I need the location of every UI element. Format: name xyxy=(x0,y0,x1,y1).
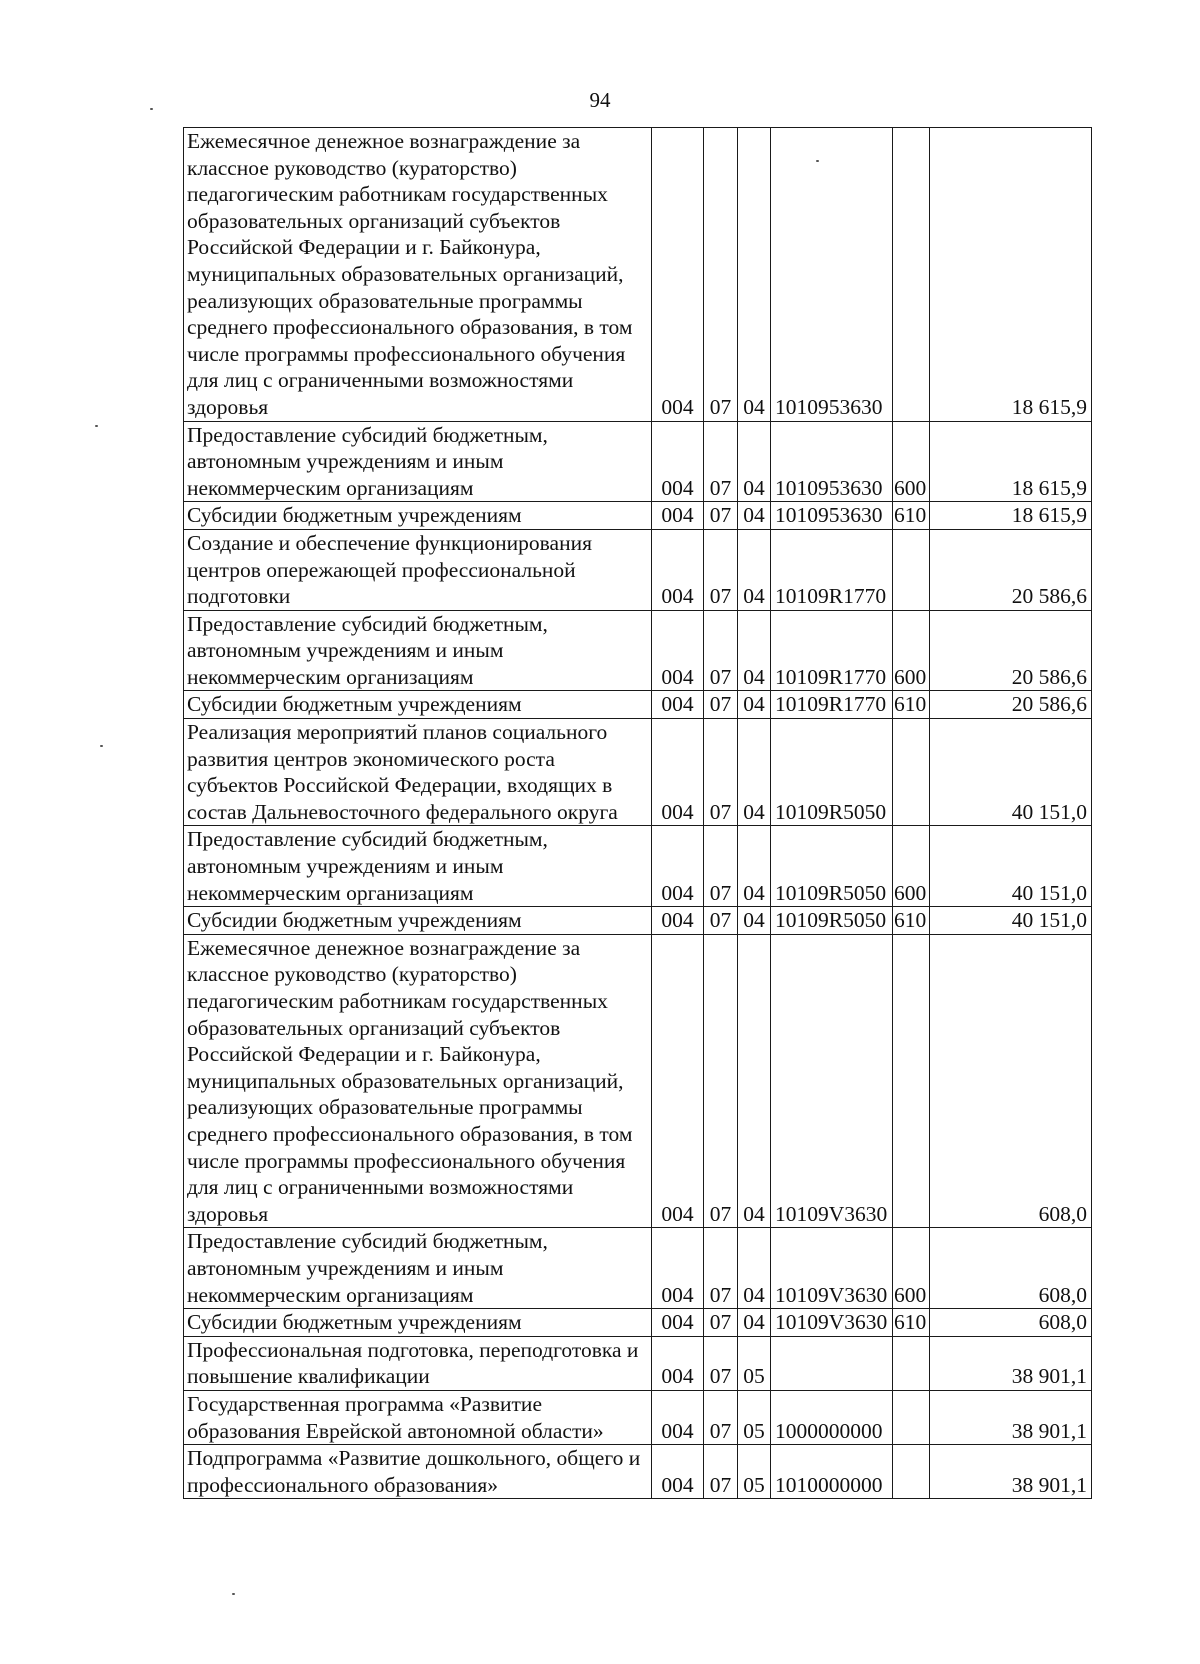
scan-speck xyxy=(816,160,819,162)
item-name: Профессиональная подготовка, переподготовка и повышение квалификации xyxy=(184,1336,652,1390)
cell-target-article: 10109R1770 xyxy=(771,529,893,610)
cell-section: 07 xyxy=(704,1445,738,1499)
cell-expense-type: 610 xyxy=(893,691,930,719)
cell-grbs: 004 xyxy=(652,1445,704,1499)
cell-target-article: 10109V3630 xyxy=(771,934,893,1228)
cell-section: 07 xyxy=(704,502,738,530)
cell-grbs: 004 xyxy=(652,1309,704,1337)
cell-amount: 608,0 xyxy=(930,934,1092,1228)
cell-subsection: 04 xyxy=(738,934,771,1228)
cell-target-article: 1010953630 xyxy=(771,421,893,502)
cell-amount: 38 901,1 xyxy=(930,1445,1092,1499)
table-row xyxy=(184,502,1092,530)
item-name: Субсидии бюджетным учреждениям xyxy=(184,502,652,530)
cell-subsection: 05 xyxy=(738,1336,771,1390)
table-row xyxy=(184,934,1092,1228)
cell-subsection: 04 xyxy=(738,502,771,530)
cell-section: 07 xyxy=(704,691,738,719)
cell-target-article: 10109R1770 xyxy=(771,610,893,691)
table-row xyxy=(184,1336,1092,1390)
scan-speck xyxy=(150,108,153,110)
cell-target-article: 10109R1770 xyxy=(771,691,893,719)
cell-grbs: 004 xyxy=(652,719,704,826)
cell-amount: 20 586,6 xyxy=(930,610,1092,691)
cell-target-article: 1000000000 xyxy=(771,1390,893,1444)
cell-target-article: 10109R5050 xyxy=(771,719,893,826)
cell-target-article: 1010953630 xyxy=(771,502,893,530)
cell-subsection: 05 xyxy=(738,1445,771,1499)
cell-expense-type: 610 xyxy=(893,502,930,530)
cell-target-article: 10109R5050 xyxy=(771,907,893,935)
cell-grbs: 004 xyxy=(652,1228,704,1309)
item-name: Субсидии бюджетным учреждениям xyxy=(184,691,652,719)
cell-grbs: 004 xyxy=(652,421,704,502)
cell-expense-type xyxy=(893,934,930,1228)
item-name: Ежемесячное денежное вознаграждение за классное руководство (кураторство) педагогическим работникам государственных образовательных организаций субъектов Российской Федерации и г. Байконура, муниципальных образовательных организаций, реализующих образовательные программы среднего профессионального образования, в том числе программы профессионального обучения для лиц с ограниченными возможностями здоровья xyxy=(184,128,652,422)
item-name: Ежемесячное денежное вознаграждение за классное руководство (кураторство) педагогическим работникам государственных образовательных организаций субъектов Российской Федерации и г. Байконура, муниципальных образовательных организаций, реализующих образовательные программы среднего профессионального образования, в том числе программы профессионального обучения для лиц с ограниченными возможностями здоровья xyxy=(184,934,652,1228)
cell-grbs: 004 xyxy=(652,502,704,530)
cell-amount: 608,0 xyxy=(930,1228,1092,1309)
cell-target-article: 10109V3630 xyxy=(771,1228,893,1309)
table-row xyxy=(184,719,1092,826)
table-row xyxy=(184,1390,1092,1444)
cell-subsection: 04 xyxy=(738,610,771,691)
cell-grbs: 004 xyxy=(652,907,704,935)
page-number: 94 xyxy=(589,88,611,112)
cell-section: 07 xyxy=(704,934,738,1228)
cell-subsection: 05 xyxy=(738,1390,771,1444)
table-body xyxy=(184,128,1092,1499)
scan-speck xyxy=(232,1593,235,1595)
cell-target-article: 1010953630 xyxy=(771,128,893,422)
table-row xyxy=(184,128,1092,422)
item-name: Подпрограмма «Развитие дошкольного, общего и профессионального образования» xyxy=(184,1445,652,1499)
cell-amount: 20 586,6 xyxy=(930,691,1092,719)
cell-expense-type xyxy=(893,1445,930,1499)
table-row xyxy=(184,1445,1092,1499)
cell-amount: 18 615,9 xyxy=(930,502,1092,530)
table-row xyxy=(184,1309,1092,1337)
table-row xyxy=(184,1228,1092,1309)
cell-section: 07 xyxy=(704,1309,738,1337)
cell-target-article xyxy=(771,1336,893,1390)
cell-subsection: 04 xyxy=(738,1228,771,1309)
cell-subsection: 04 xyxy=(738,128,771,422)
cell-amount: 18 615,9 xyxy=(930,128,1092,422)
cell-grbs: 004 xyxy=(652,1336,704,1390)
cell-subsection: 04 xyxy=(738,691,771,719)
item-name: Предоставление субсидий бюджетным, автономным учреждениям и иным некоммерческим организациям xyxy=(184,826,652,907)
cell-grbs: 004 xyxy=(652,1390,704,1444)
cell-section: 07 xyxy=(704,421,738,502)
item-name: Предоставление субсидий бюджетным, автономным учреждениям и иным некоммерческим организациям xyxy=(184,421,652,502)
cell-subsection: 04 xyxy=(738,907,771,935)
cell-expense-type: 610 xyxy=(893,907,930,935)
item-name: Субсидии бюджетным учреждениям xyxy=(184,907,652,935)
cell-subsection: 04 xyxy=(738,421,771,502)
cell-amount: 20 586,6 xyxy=(930,529,1092,610)
cell-expense-type: 600 xyxy=(893,610,930,691)
cell-expense-type: 600 xyxy=(893,826,930,907)
cell-amount: 38 901,1 xyxy=(930,1336,1092,1390)
cell-subsection: 04 xyxy=(738,1309,771,1337)
table-row xyxy=(184,907,1092,935)
cell-section: 07 xyxy=(704,610,738,691)
item-name: Субсидии бюджетным учреждениям xyxy=(184,1309,652,1337)
cell-section: 07 xyxy=(704,907,738,935)
cell-section: 07 xyxy=(704,826,738,907)
cell-amount: 40 151,0 xyxy=(930,907,1092,935)
cell-amount: 40 151,0 xyxy=(930,719,1092,826)
budget-table xyxy=(183,127,1092,1499)
table-row xyxy=(184,529,1092,610)
table-row xyxy=(184,691,1092,719)
cell-target-article: 10109V3630 xyxy=(771,1309,893,1337)
cell-expense-type: 610 xyxy=(893,1309,930,1337)
cell-section: 07 xyxy=(704,1336,738,1390)
item-name: Создание и обеспечение функционирования центров опережающей профессиональной подготовки xyxy=(184,529,652,610)
cell-amount: 18 615,9 xyxy=(930,421,1092,502)
scan-speck xyxy=(95,425,98,427)
cell-grbs: 004 xyxy=(652,691,704,719)
cell-expense-type xyxy=(893,719,930,826)
cell-expense-type xyxy=(893,1390,930,1444)
cell-expense-type: 600 xyxy=(893,1228,930,1309)
item-name: Предоставление субсидий бюджетным, автономным учреждениям и иным некоммерческим организациям xyxy=(184,1228,652,1309)
cell-target-article: 10109R5050 xyxy=(771,826,893,907)
item-name: Реализация мероприятий планов социального развития центров экономического роста субъектов Российской Федерации, входящих в состав Дальневосточного федерального округа xyxy=(184,719,652,826)
cell-target-article: 1010000000 xyxy=(771,1445,893,1499)
cell-amount: 38 901,1 xyxy=(930,1390,1092,1444)
cell-amount: 40 151,0 xyxy=(930,826,1092,907)
cell-section: 07 xyxy=(704,1228,738,1309)
cell-expense-type: 600 xyxy=(893,421,930,502)
table-row xyxy=(184,610,1092,691)
cell-section: 07 xyxy=(704,529,738,610)
cell-section: 07 xyxy=(704,719,738,826)
table-row xyxy=(184,421,1092,502)
cell-section: 07 xyxy=(704,128,738,422)
table-row xyxy=(184,826,1092,907)
cell-grbs: 004 xyxy=(652,128,704,422)
item-name: Государственная программа «Развитие образования Еврейской автономной области» xyxy=(184,1390,652,1444)
cell-grbs: 004 xyxy=(652,826,704,907)
cell-amount: 608,0 xyxy=(930,1309,1092,1337)
cell-subsection: 04 xyxy=(738,719,771,826)
scan-speck xyxy=(100,745,103,747)
cell-expense-type xyxy=(893,1336,930,1390)
cell-grbs: 004 xyxy=(652,610,704,691)
cell-subsection: 04 xyxy=(738,529,771,610)
item-name: Предоставление субсидий бюджетным, автономным учреждениям и иным некоммерческим организациям xyxy=(184,610,652,691)
cell-grbs: 004 xyxy=(652,934,704,1228)
cell-subsection: 04 xyxy=(738,826,771,907)
cell-expense-type xyxy=(893,529,930,610)
cell-section: 07 xyxy=(704,1390,738,1444)
cell-grbs: 004 xyxy=(652,529,704,610)
cell-expense-type xyxy=(893,128,930,422)
